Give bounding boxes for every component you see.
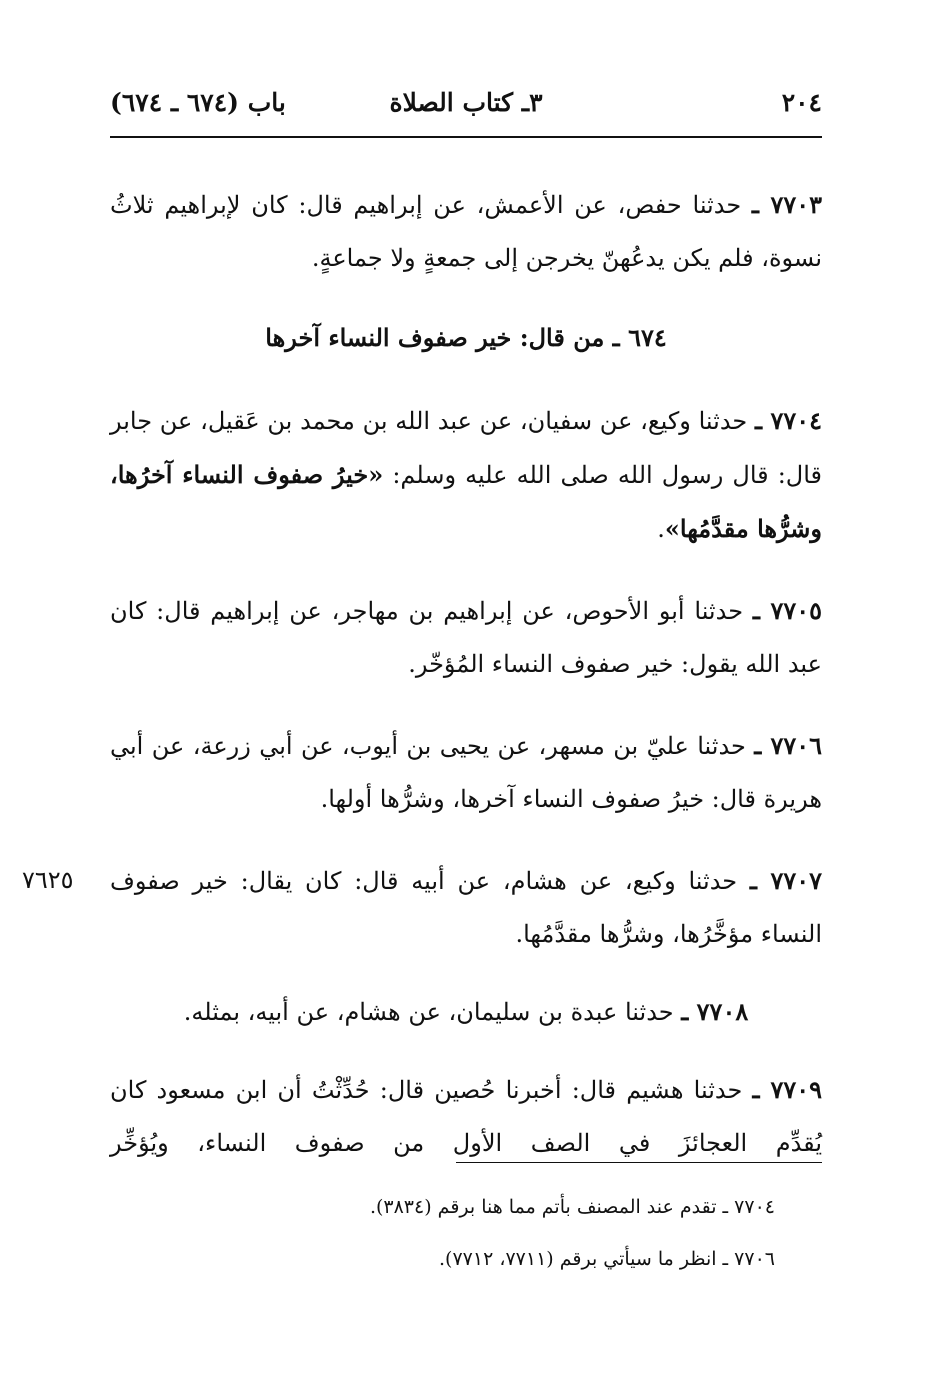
hadith-number: ٧٧٠٨ ـ — [681, 997, 749, 1026]
book-title: ٣ـ كتاب الصلاة — [389, 88, 543, 117]
hadith-7703 — [110, 178, 822, 285]
hadith-text-end: . — [657, 515, 665, 543]
hadith-text: حدثنا وكيع، عن هشام، عن أبيه قال: كان يقال: خير صفوف النساء مؤخَّرُها، وشرُّها مقدَّمُها. — [110, 867, 822, 948]
hadith-text: حدثنا عليّ بن مسهر، عن يحيى بن أيوب، عن أبي زرعة، عن أبي هريرة قال: خيرُ صفوف النساء آخرها، وشرُّها أولها. — [110, 732, 822, 813]
chapter-range: باب (٦٧٤ ـ ٦٧٤) — [110, 88, 286, 117]
chapter-heading: ٦٧٤ ـ من قال: خير صفوف النساء آخرها — [265, 323, 667, 352]
hadith-number: ٧٧٠٧ ـ — [749, 866, 822, 895]
hadith-7705 — [110, 584, 822, 691]
running-head — [110, 88, 822, 128]
hadith-number: ٧٧٠٣ ـ — [751, 190, 822, 219]
hadith-text: حدثنا أبو الأحوص، عن إبراهيم بن مهاجر، عن إبراهيم قال: كان عبد الله يقول: خير صفوف النساء المُؤخّر. — [110, 597, 822, 678]
hadith-text: حدثنا حفص، عن الأعمش، عن إبراهيم قال: كان لإبراهيم ثلاثُ نسوة، فلم يكن يدعُهنّ يخرجن إلى جمعةٍ ولا جماعةٍ. — [110, 191, 822, 272]
hadith-7707 — [22, 854, 822, 961]
hadith-7706 — [110, 719, 822, 826]
hadith-text: حدثنا عبدة بن سليمان، عن هشام، عن أبيه، بمثله. — [183, 998, 682, 1026]
hadith-number: ٧٧٠٥ ـ — [752, 596, 822, 625]
margin-reference-number: ٧٦٢٥ — [22, 866, 74, 894]
hadith-7709 — [110, 1063, 822, 1170]
hadith-number: ٧٧٠٩ ـ — [752, 1075, 822, 1104]
prophetic-quote: «خيرُ صفوف النساء آخرُها، وشرُّها مقدَّمُها» — [110, 460, 822, 543]
page — [22, 88, 823, 1170]
footnote-rule — [456, 1162, 822, 1163]
footnote-2: ٧٧٠٦ ـ انظر ما سيأتي برقم (٧٧١١، ٧٧١٢). — [439, 1248, 775, 1270]
hadith-number: ٧٧٠٦ ـ — [754, 731, 823, 760]
hadith-number: ٧٧٠٤ ـ — [754, 406, 822, 435]
header-rule — [110, 136, 822, 138]
hadith-7704 — [110, 394, 822, 556]
page-number: ٢٠٤ — [781, 88, 822, 117]
hadith-text: حدثنا هشيم قال: أخبرنا حُصين قال: حُدِّثْتُ أن ابن مسعود كان يُقدِّم العجائزَ في الصف الأول من صفوف النساء، ويُؤخِّر — [110, 1076, 822, 1157]
hadith-text: حدثنا وكيع، عن سفيان، عن عبد الله بن محمد بن عَقيل، عن جابر قال: قال رسول الله صلى الله عليه وسلم: — [110, 407, 822, 489]
footnote-1: ٧٧٠٤ ـ تقدم عند المصنف بأتم مما هنا برقم (٣٨٣٤). — [369, 1196, 775, 1218]
hadith-7708 — [110, 985, 822, 1039]
